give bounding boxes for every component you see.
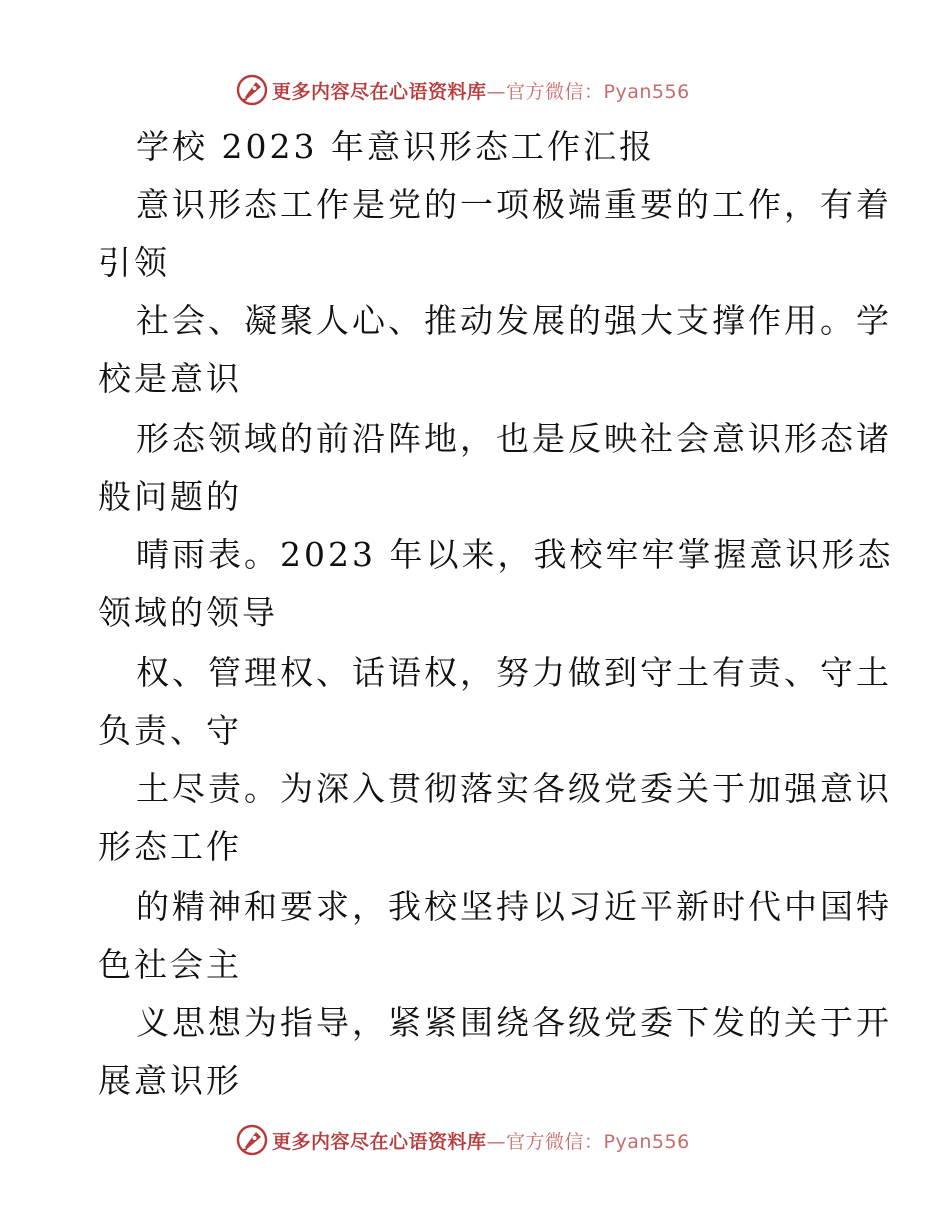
text-line: 校是意识 [98, 359, 242, 398]
text-line: 晴雨表。2023 年以来，我校牢牢掌握意识形态 [136, 535, 894, 574]
text-line: 权、管理权、话语权，努力做到守土有责、守土 [136, 653, 892, 692]
banner-contact-id: Pyan556 [603, 80, 690, 103]
text-line: 义思想为指导，紧紧围绕各级党委下发的关于开 [136, 1003, 892, 1042]
banner-dash: — [486, 80, 507, 103]
banner-dash: — [486, 1130, 507, 1153]
text-line: 负责、守 [98, 711, 242, 750]
banner-site-text: 更多内容尽在心语资料库 [272, 80, 487, 103]
footer-banner [236, 1122, 690, 1158]
banner-contact-label: 官方微信： [506, 80, 604, 103]
banner-site-text: 更多内容尽在心语资料库 [272, 1130, 487, 1153]
text-line: 般问题的 [98, 477, 242, 516]
text-line: 引领 [98, 243, 170, 282]
banner-contact-label: 官方微信： [506, 1130, 604, 1153]
header-banner [236, 72, 690, 108]
pen-nib-logo-icon [236, 1124, 268, 1156]
text-line: 形态工作 [98, 827, 242, 866]
text-line: 意识形态工作是党的一项极端重要的工作，有着 [136, 185, 892, 224]
text-line: 色社会主 [98, 945, 242, 984]
pen-nib-logo-icon [236, 74, 268, 106]
text-line: 的精神和要求，我校坚持以习近平新时代中国特 [136, 887, 892, 926]
text-line: 土尽责。为深入贯彻落实各级党委关于加强意识 [136, 769, 892, 808]
text-line: 形态领域的前沿阵地，也是反映社会意识形态诸 [136, 419, 892, 458]
banner-contact-id: Pyan556 [603, 1130, 690, 1153]
text-line: 展意识形 [98, 1061, 242, 1100]
banner-text [272, 77, 690, 104]
text-line: 领域的领导 [98, 593, 278, 632]
document-title: 学校 2023 年意识形态工作汇报 [136, 127, 655, 166]
banner-text [272, 1127, 690, 1154]
text-line: 社会、凝聚人心、推动发展的强大支撑作用。学 [136, 301, 892, 340]
